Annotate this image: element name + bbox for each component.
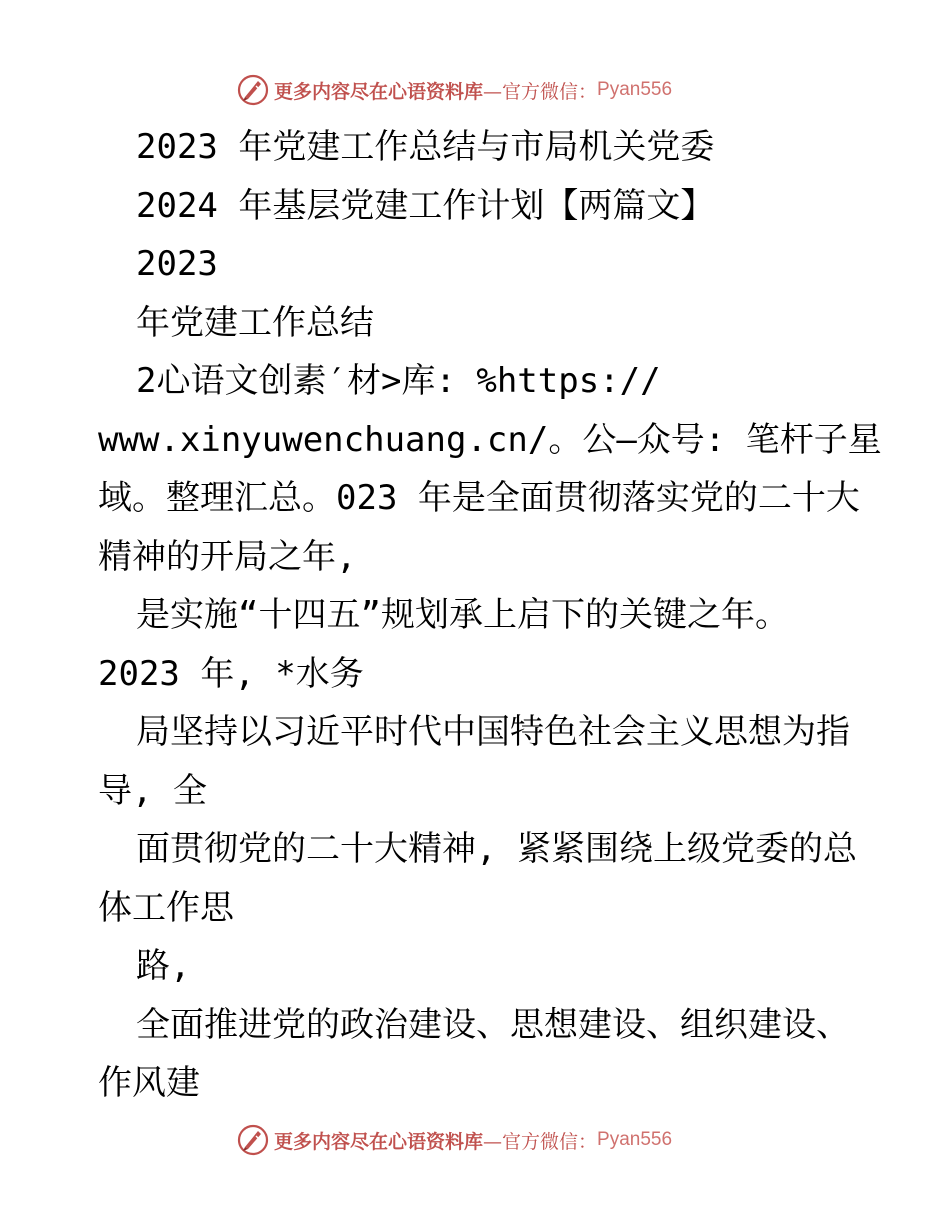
body-line: 导, 全 <box>98 770 207 811</box>
banner-wechat-id: Pyan556 <box>597 1129 673 1150</box>
body-line: 全面推进党的政治建设、思想建设、组织建设、 <box>136 1004 850 1045</box>
body-line: 局坚持以习近平时代中国特色社会主义思想为指 <box>136 712 850 752</box>
body-line: 2023 年党建工作总结与市局机关党委 <box>136 127 715 167</box>
banner-separator: —官方微信： <box>483 1130 598 1153</box>
body-line: 作风建 <box>98 1063 200 1103</box>
banner-text: 更多内容尽在心语资料库 <box>274 1130 484 1153</box>
footer-banner <box>236 1122 672 1158</box>
body-line: 年党建工作总结 <box>136 302 374 343</box>
header-banner <box>236 72 672 108</box>
body-line: 体工作思 <box>98 887 234 928</box>
body-line: 路, <box>136 946 191 986</box>
document-body <box>98 118 882 1113</box>
quill-pen-logo-icon <box>236 73 270 107</box>
banner-text: 更多内容尽在心语资料库 <box>274 80 484 103</box>
body-line: www.xinyuwenchuang.cn/。公—众号: 笔杆子星 <box>98 419 882 460</box>
quill-pen-logo-icon <box>236 1123 270 1157</box>
body-line: 2023 <box>136 244 218 284</box>
body-line: 2023 年, *水务 <box>98 653 364 694</box>
body-line: 域。整理汇总。023 年是全面贯彻落实党的二十大 <box>98 478 860 518</box>
body-line: 精神的开局之年, <box>98 536 357 577</box>
body-line: 是实施“十四五”规划承上启下的关键之年。 <box>136 595 789 635</box>
body-line: 面贯彻党的二十大精神, 紧紧围绕上级党委的总 <box>136 829 857 869</box>
body-line: 2心语文创素′材>库: %https:// <box>136 361 661 401</box>
banner-wechat-id: Pyan556 <box>597 79 673 100</box>
body-line: 2024 年基层党建工作计划【两篇文】 <box>136 185 715 226</box>
banner-separator: —官方微信： <box>483 80 598 103</box>
